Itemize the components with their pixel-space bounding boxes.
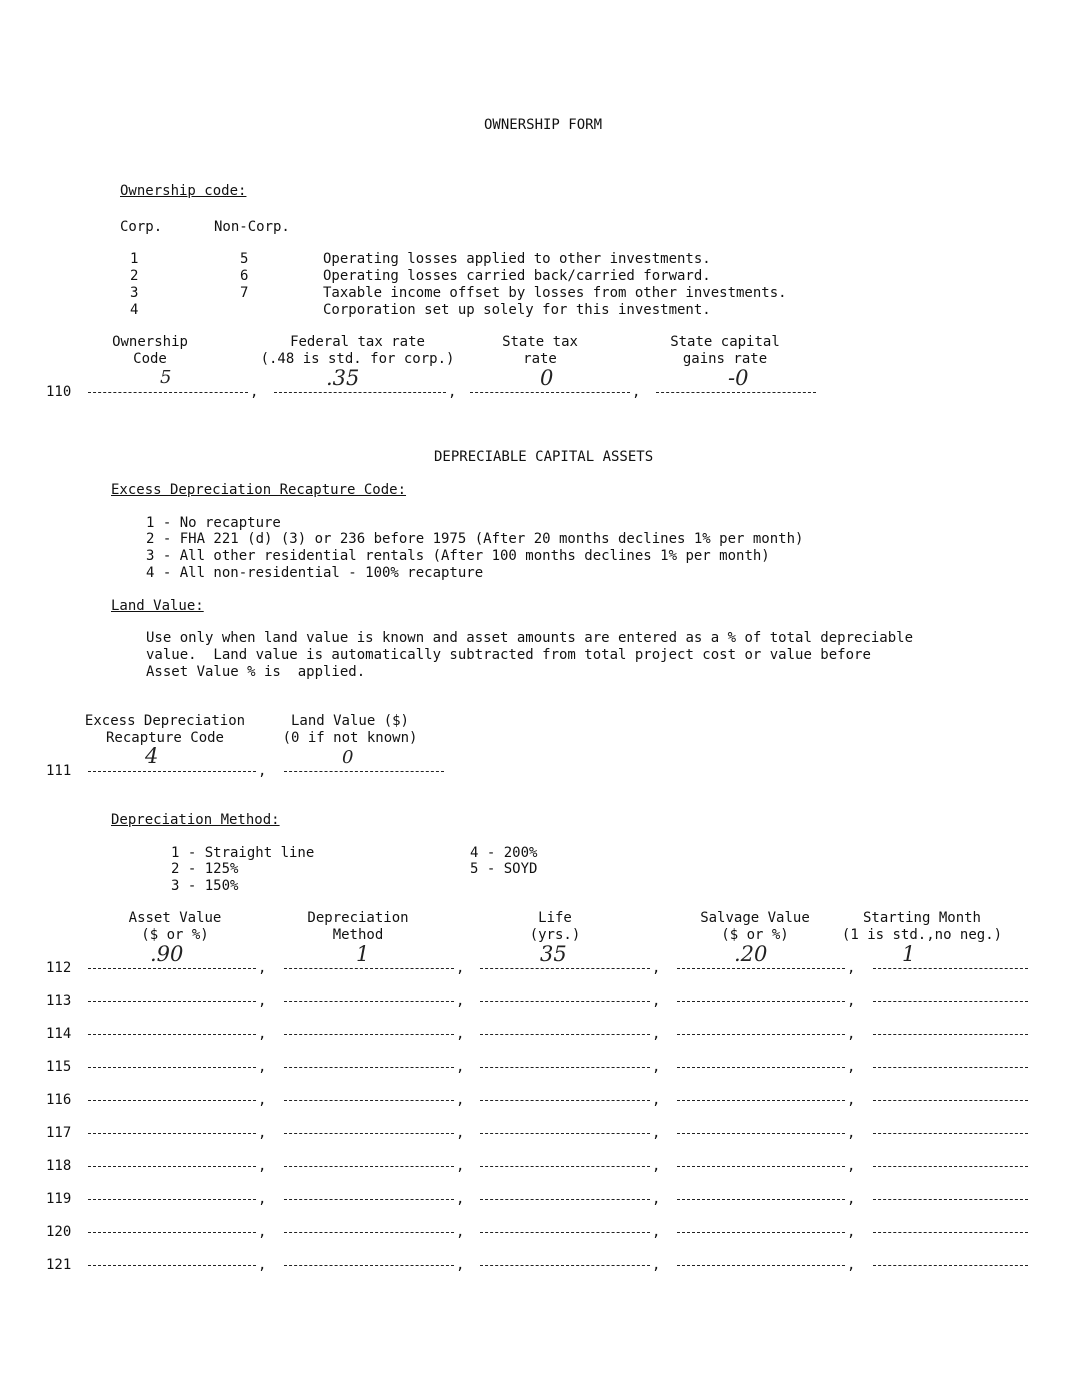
salvage-value-value: .20: [734, 942, 768, 966]
life-field[interactable]: [480, 1265, 650, 1266]
asset-value-field[interactable]: [88, 968, 256, 969]
recapture-code-label: Excess Depreciation Recapture Code: [84, 713, 246, 746]
recapture-code-heading: Excess Depreciation Recapture Code:: [111, 482, 407, 498]
life-field[interactable]: [480, 1133, 650, 1134]
state-tax-rate-field[interactable]: [470, 392, 630, 393]
starting-month-field[interactable]: [873, 1265, 1028, 1266]
federal-tax-rate-field[interactable]: [274, 392, 446, 393]
line-number: 119: [46, 1191, 72, 1207]
corp-column-header: Corp.: [120, 219, 163, 235]
life-field[interactable]: [480, 1199, 650, 1200]
depreciation-method-field[interactable]: [284, 1067, 454, 1068]
starting-month-field[interactable]: [873, 1232, 1028, 1233]
section-title: DEPRECIABLE CAPITAL ASSETS: [434, 449, 654, 465]
depreciation-method-value: 1: [356, 942, 370, 966]
salvage-value-field[interactable]: [677, 1232, 845, 1233]
recapture-code-item: 2 - FHA 221 (d) (3) or 236 before 1975 (After 20 months declines 1% per month): [146, 531, 804, 547]
depreciation-method-field[interactable]: [284, 1265, 454, 1266]
code-description: Operating losses carried back/carried forward.: [323, 268, 711, 284]
land-value-label: Land Value ($) (0 if not known): [282, 713, 418, 746]
asset-value-field[interactable]: [88, 1133, 256, 1134]
ownership-code-field[interactable]: [88, 392, 248, 393]
state-capital-gains-label: State capital gains rate: [670, 334, 780, 367]
asset-value-field[interactable]: [88, 1265, 256, 1266]
noncorp-column-header: Non-Corp.: [214, 219, 290, 235]
column-header-starting-month: Starting Month (1 is std.,no neg.): [841, 910, 1003, 943]
starting-month-field[interactable]: [873, 1133, 1028, 1134]
land-value-value: 0: [342, 747, 354, 768]
corp-code: 3: [130, 285, 139, 301]
depreciation-method-field[interactable]: [284, 1100, 454, 1101]
noncorp-code: 5: [240, 251, 249, 267]
salvage-value-field[interactable]: [677, 1067, 845, 1068]
starting-month-field[interactable]: [873, 1034, 1028, 1035]
salvage-value-field[interactable]: [677, 1265, 845, 1266]
starting-month-field[interactable]: [873, 1001, 1028, 1002]
depreciation-method-field[interactable]: [284, 1133, 454, 1134]
federal-tax-rate-value: .35: [326, 366, 360, 390]
salvage-value-field[interactable]: [677, 1199, 845, 1200]
line-number: 111: [46, 763, 72, 779]
depreciation-method-field[interactable]: [284, 1166, 454, 1167]
asset-value-field[interactable]: [88, 1199, 256, 1200]
land-value-heading: Land Value:: [111, 598, 204, 614]
code-description: Taxable income offset by losses from other investments.: [323, 285, 787, 301]
column-header-salvage-value: Salvage Value ($ or %): [700, 910, 810, 943]
column-header-asset-value: Asset Value ($ or %): [128, 910, 222, 943]
line-number: 110: [46, 384, 72, 400]
line-number: 114: [46, 1026, 72, 1042]
starting-month-field[interactable]: [873, 1199, 1028, 1200]
depreciation-method-field[interactable]: [284, 1232, 454, 1233]
state-tax-rate-label: State tax rate: [502, 334, 578, 367]
depreciation-method-field[interactable]: [284, 1001, 454, 1002]
corp-code: 2: [130, 268, 139, 284]
starting-month-value: 1: [902, 942, 916, 966]
state-capital-gains-value: -0: [728, 366, 749, 390]
recapture-code-item: 4 - All non-residential - 100% recapture: [146, 565, 484, 581]
ownership-code-label: Ownership Code: [112, 334, 188, 367]
life-value: 35: [540, 942, 567, 966]
asset-value-value: .90: [150, 942, 184, 966]
line-number: 118: [46, 1158, 72, 1174]
asset-value-field[interactable]: [88, 1034, 256, 1035]
starting-month-field[interactable]: [873, 1067, 1028, 1068]
line-number: 115: [46, 1059, 72, 1075]
line-number: 112: [46, 960, 72, 976]
recapture-code-value: 4: [145, 744, 159, 768]
land-value-field[interactable]: [284, 771, 444, 772]
federal-tax-rate-label: Federal tax rate (.48 is std. for corp.): [260, 334, 455, 367]
line-number: 120: [46, 1224, 72, 1240]
life-field[interactable]: [480, 1100, 650, 1101]
column-header-life: Life (yrs.): [529, 910, 581, 943]
starting-month-field[interactable]: [873, 1100, 1028, 1101]
life-field[interactable]: [480, 1166, 650, 1167]
life-field[interactable]: [480, 1034, 650, 1035]
life-field[interactable]: [480, 1001, 650, 1002]
depreciation-method-field[interactable]: [284, 1199, 454, 1200]
line-number: 121: [46, 1257, 72, 1273]
code-description: Operating losses applied to other investments.: [323, 251, 711, 267]
starting-month-field[interactable]: [873, 1166, 1028, 1167]
asset-value-field[interactable]: [88, 1067, 256, 1068]
starting-month-field[interactable]: [873, 968, 1028, 969]
salvage-value-field[interactable]: [677, 1166, 845, 1167]
asset-value-field[interactable]: [88, 1001, 256, 1002]
page-title: OWNERSHIP FORM: [484, 117, 603, 133]
life-field[interactable]: [480, 1067, 650, 1068]
column-header-method: Depreciation Method: [307, 910, 409, 943]
salvage-value-field[interactable]: [677, 1034, 845, 1035]
life-field[interactable]: [480, 1232, 650, 1233]
asset-value-field[interactable]: [88, 1100, 256, 1101]
recapture-code-item: 3 - All other residential rentals (After 100 months declines 1% per month): [146, 548, 770, 564]
line-number: 116: [46, 1092, 72, 1108]
depreciation-method-heading: Depreciation Method:: [111, 812, 280, 828]
state-capital-gains-field[interactable]: [656, 392, 816, 393]
asset-value-field[interactable]: [88, 1166, 256, 1167]
noncorp-code: 7: [240, 285, 249, 301]
life-field[interactable]: [480, 968, 650, 969]
corp-code: 1: [130, 251, 139, 267]
line-number: 113: [46, 993, 72, 1009]
noncorp-code: 6: [240, 268, 249, 284]
corp-code: 4: [130, 302, 139, 318]
asset-value-field[interactable]: [88, 1232, 256, 1233]
recapture-code-item: 1 - No recapture: [146, 515, 281, 531]
salvage-value-field[interactable]: [677, 968, 845, 969]
line-number: 117: [46, 1125, 72, 1141]
salvage-value-field[interactable]: [677, 1001, 845, 1002]
ownership-code-value: 5: [160, 367, 172, 388]
code-description: Corporation set up solely for this investment.: [323, 302, 711, 318]
salvage-value-field[interactable]: [677, 1133, 845, 1134]
depreciation-method-field[interactable]: [284, 968, 454, 969]
state-tax-rate-value: 0: [540, 366, 554, 390]
recapture-code-field[interactable]: [88, 771, 256, 772]
ownership-code-heading: Ownership code:: [120, 183, 247, 199]
depreciation-method-field[interactable]: [284, 1034, 454, 1035]
salvage-value-field[interactable]: [677, 1100, 845, 1101]
